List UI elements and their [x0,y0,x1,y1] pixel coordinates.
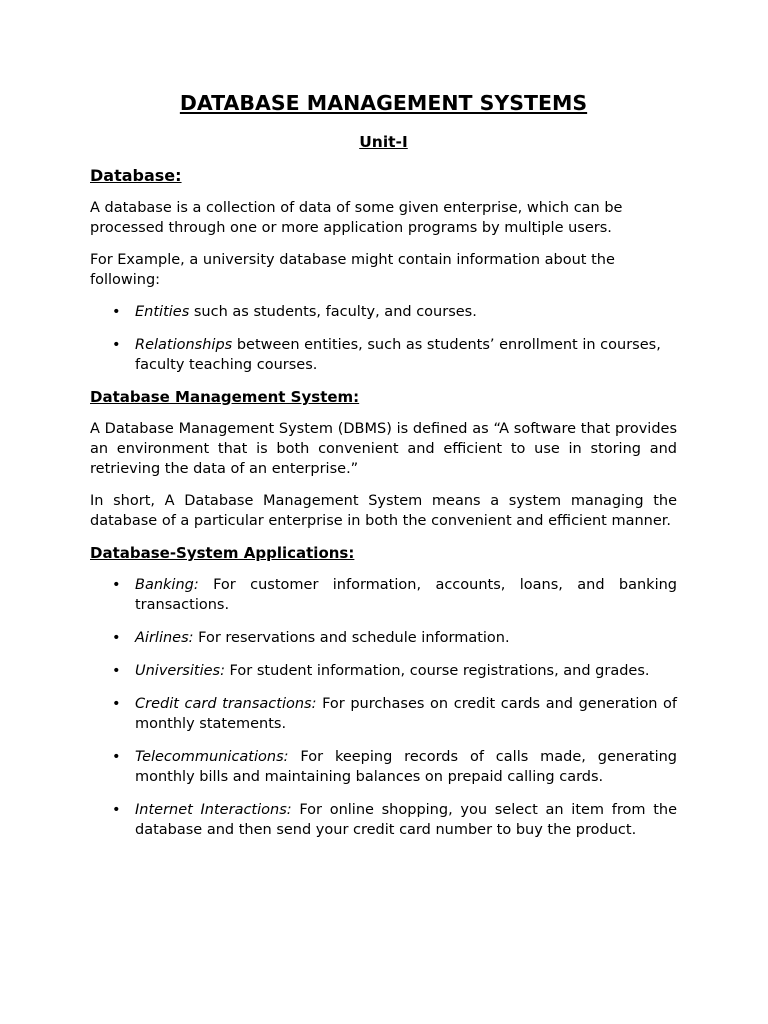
list-item-term: Universities: [135,663,225,679]
list-item-text: such as students, faculty, and courses. [189,304,477,320]
bullet-icon: • [112,749,121,765]
list-item-text: For student information, course registrations, and grades. [224,663,650,679]
list-item [90,694,677,734]
list-item-term: Telecommunications: [135,749,289,765]
list-item [90,628,677,648]
section-heading-dbms: Database Management System: [90,388,360,406]
list-item [90,747,677,787]
dbms-summary-paragraph: In short, A Database Management System means a system managing the database of a particular enterprise in both the convenient and efficient manner. [90,493,677,529]
database-example-list [90,302,677,375]
document-title: DATABASE MANAGEMENT SYSTEMS [179,91,588,115]
list-item-text: For keeping records of calls made, generating monthly bills and maintaining balances on prepaid calling cards. [135,749,677,785]
bullet-icon: • [112,304,121,320]
database-example-paragraph: For Example, a university database might contain information about the following: [90,252,615,288]
section-heading-applications: Database-System Applications: [90,544,355,562]
unit-title: Unit-I [359,133,408,151]
bullet-icon: • [112,577,121,593]
list-item-term: Credit card transactions: [135,696,317,712]
list-item-text: between entities, such as students’ enrollment in courses, faculty teaching courses. [135,337,661,373]
list-item-text: For online shopping, you select an item from the database and then send your credit card number to buy the product. [135,802,677,838]
list-item [90,575,677,615]
section-database [90,166,677,375]
section-heading-database: Database: [90,166,182,185]
list-item-term: Banking: [135,577,199,593]
list-item [90,335,677,375]
bullet-icon: • [112,337,121,353]
list-item [90,800,677,840]
database-definition-paragraph: A database is a collection of data of some given enterprise, which can be processed through one or more application programs by multiple users. [90,200,623,236]
list-item-term: Relationships [135,337,233,353]
list-item-text: For reservations and schedule information. [193,630,510,646]
list-item [90,302,677,322]
applications-list [90,575,677,840]
list-item-text: For purchases on credit cards and generation of monthly statements. [135,696,677,732]
list-item-text: For customer information, accounts, loans, and banking transactions. [135,577,677,613]
section-dbms [90,387,677,531]
list-item-term: Airlines: [135,630,194,646]
bullet-icon: • [112,696,121,712]
bullet-icon: • [112,802,121,818]
section-applications [90,543,677,840]
list-item [90,661,677,681]
document-content [90,166,677,852]
bullet-icon: • [112,663,121,679]
bullet-icon: • [112,630,121,646]
list-item-term: Entities [135,304,190,320]
list-item-term: Internet Interactions: [135,802,292,818]
dbms-definition-paragraph: A Database Management System (DBMS) is defined as “A software that provides an environment that is both convenient and efficient to use in storing and retrieving the data of an enterprise.” [90,421,677,477]
